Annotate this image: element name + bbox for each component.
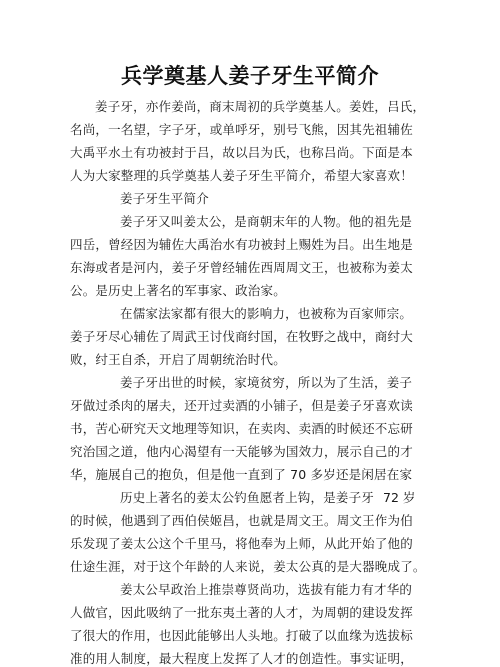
paragraph-line: 仕途生涯，对于这个年龄的人来说，姜太公真的是大器晚成了。 <box>70 559 426 574</box>
paragraph-line: 姜子牙，亦作姜尚，商末周初的兵学奠基人。姜姓，吕氏， <box>95 99 426 114</box>
paragraph-line: 名尚，一名望，字子牙，或单呼牙，别号飞熊，因其先祖辅佐 <box>70 122 413 137</box>
paragraph-line: 历史上著名的姜太公钓鱼愿者上钩，是姜子牙 <box>120 490 375 505</box>
paragraph-line: 牙做过杀肉的屠夫，还开过卖酒的小铺子，但是姜子牙喜欢读 <box>70 398 413 413</box>
paragraph-line: 华，施展自己的抱负，但是他一直到了 70 多岁还是闲居在家 <box>70 467 413 482</box>
paragraph-line: 姜子牙出世的时候，家境贫穷，所以为了生活，姜子 <box>120 375 413 390</box>
paragraph-line: 姜子牙尽心辅佐了周武王讨伐商纣国，在牧野之战中，商纣大 <box>70 329 413 344</box>
paragraph-line: 准的用人制度，最大程度上发挥了人才的创造性。事实证明， <box>70 651 413 666</box>
paragraph-line: 的时候，他遇到了西伯侯姬昌，也就是周文王。周文王作为伯 <box>70 513 413 528</box>
paragraph-line: 究治国之道，他内心渴望有一天能够为国效力，展示自己的才 <box>70 444 413 459</box>
paragraph-line: 姜子牙又叫姜太公，是商朝末年的人物。他的祖先是 <box>120 214 413 229</box>
paragraph-line: 败，纣王自杀，开启了周朝统治时代。 <box>70 352 286 367</box>
paragraph-line: 人做官，因此吸纳了一批东夷土著的人才，为周朝的建设发挥 <box>70 605 413 620</box>
age-number: 72 岁 <box>383 490 416 505</box>
paragraph-line: 了很大的作用，也因此能够出人头地。打破了以血缘为选拔标 <box>70 628 413 643</box>
paragraph-line: 东海或者是河内，姜子牙曾经辅佐西周周文王，也被称为姜太 <box>70 260 413 275</box>
section-heading: 姜子牙生平简介 <box>120 191 209 206</box>
paragraph-line: 四岳，曾经因为辅佐大禹治水有功被封上赐姓为吕。出生地是 <box>70 237 413 252</box>
paragraph-line: 大禹平水土有功被封于吕，故以吕为氏，也称吕尚。下面是本 <box>70 145 413 160</box>
paragraph-line: 乐发现了姜太公这个千里马，将他奉为上师，从此开始了他的 <box>70 536 413 551</box>
paragraph-line: 书，苦心研究天文地理等知识，在卖肉、卖酒的时候还不忘研 <box>70 421 413 436</box>
paragraph-line: 人为大家整理的兵学奠基人姜子牙生平简介，希望大家喜欢！ <box>70 168 413 183</box>
paragraph-line: 在儒家法家都有很大的影响力，也被称为百家师宗。 <box>120 306 413 321</box>
paragraph-line: 公。是历史上著名的军事家、政治家。 <box>70 283 286 298</box>
paragraph-line: 姜太公早政治上推崇尊贤尚功，选拔有能力有才华的 <box>120 582 413 597</box>
page-title: 兵学奠基人姜子牙生平简介 <box>121 64 379 88</box>
